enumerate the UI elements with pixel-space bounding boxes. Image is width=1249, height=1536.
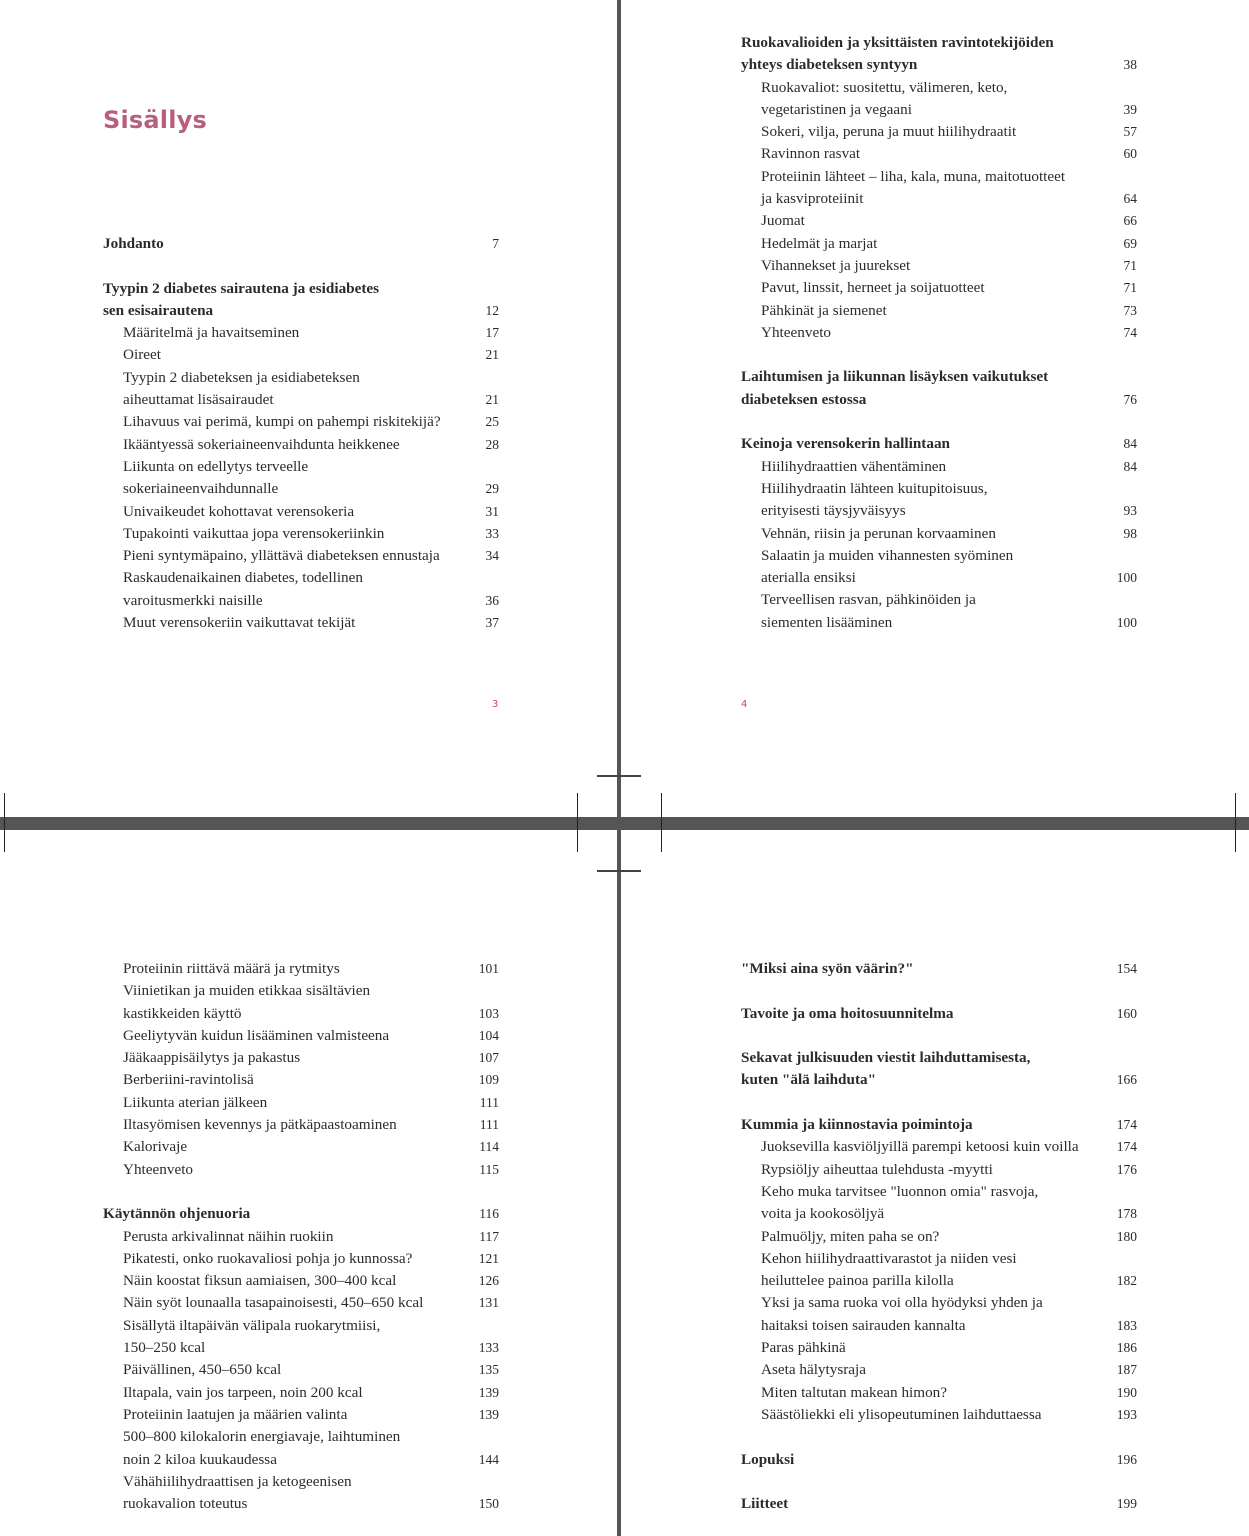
- toc-entry-title: Hedelmät ja marjat: [761, 234, 878, 252]
- toc-entry-title: Juoksevilla kasviöljyillä parempi ketoosi kuin voilla: [761, 1138, 1079, 1156]
- toc-section[interactable]: [103, 980, 499, 1025]
- page-number: 3: [492, 699, 499, 710]
- toc-entry-title: Liitteet: [741, 1495, 789, 1513]
- toc-list: [103, 233, 499, 634]
- crop-mark: [661, 793, 662, 852]
- toc-page-number: 131: [478, 1295, 499, 1311]
- toc-entry-title: Rypsiöljy aiheuttaa tulehdusta -myytti: [761, 1160, 993, 1178]
- page-3: [0, 0, 617, 817]
- toc-page-number: 37: [485, 615, 499, 631]
- toc-page-number: 114: [479, 1139, 499, 1155]
- toc-section[interactable]: [741, 1359, 1137, 1381]
- toc-entry-title: Tyypin 2 diabeteksen ja esidiabeteksen: [123, 368, 360, 386]
- toc-page-number: 71: [1123, 257, 1137, 273]
- toc-section[interactable]: [103, 322, 499, 344]
- toc-entry-title: erityisesti täysjyväisyys: [761, 502, 906, 520]
- toc-page-number: 73: [1123, 302, 1137, 318]
- toc-page-number: 28: [485, 436, 499, 452]
- toc-entry-title: Berberiini-ravintolisä: [123, 1071, 254, 1089]
- toc-page-number: 64: [1123, 191, 1137, 207]
- toc-chapter[interactable]: [741, 1493, 1137, 1515]
- toc-page-number: 190: [1116, 1384, 1137, 1400]
- toc-entry-title: 500–800 kilokalorin energiavaje, laihtuminen: [123, 1428, 401, 1446]
- toc-entry-title: Ruokavalioiden ja yksittäisten ravintotekijöiden: [741, 34, 1054, 51]
- toc-entry-title: Sekavat julkisuuden viestit laihduttamisesta,: [741, 1049, 1031, 1067]
- toc-page-number: 98: [1123, 525, 1137, 541]
- toc-page-number: 36: [485, 592, 499, 608]
- toc-entry-title: Pavut, linssit, herneet ja soijatuotteet: [761, 279, 985, 297]
- toc-page-number: 100: [1116, 614, 1137, 630]
- toc-entry-title: Vihannekset ja juurekset: [761, 256, 911, 274]
- page-title: Sisällys: [103, 106, 207, 135]
- toc-section[interactable]: [103, 958, 499, 980]
- toc-page-number: 111: [479, 1094, 499, 1110]
- toc-entry-title: Proteiinin laatujen ja määrien valinta: [123, 1405, 348, 1423]
- toc-page-number: 182: [1116, 1273, 1137, 1289]
- toc-entry-title: Perusta arkivalinnat näihin ruokiin: [123, 1227, 334, 1245]
- page-4: [621, 0, 1249, 817]
- toc-section[interactable]: [103, 1047, 499, 1069]
- toc-page-number: 93: [1123, 503, 1137, 519]
- toc-entry-title: Keinoja verensokerin hallintaan: [741, 435, 950, 453]
- toc-section[interactable]: [103, 1092, 499, 1114]
- toc-section[interactable]: [103, 1270, 499, 1292]
- toc-entry-title: aiheuttamat lisäsairaudet: [123, 391, 274, 409]
- toc-page-number: 107: [478, 1050, 499, 1066]
- toc-list: [741, 958, 1137, 1515]
- toc-entry-title: Pieni syntymäpaino, yllättävä diabeteksen ennustaja: [123, 547, 440, 565]
- toc-page-number: 103: [478, 1005, 499, 1021]
- toc-chapter[interactable]: [741, 1114, 1137, 1136]
- toc-entry-title: Hiilihydraattien vähentäminen: [761, 457, 947, 475]
- toc-entry-title: varoitusmerkki naisille: [123, 591, 263, 609]
- toc-spacer: [741, 1471, 1137, 1493]
- toc-entry-title: Univaikeudet kohottavat verensokeria: [123, 502, 355, 520]
- toc-page-number: 33: [485, 525, 499, 541]
- page-6: [621, 830, 1249, 1536]
- toc-section[interactable]: [741, 523, 1137, 545]
- toc-entry-title: Säästöliekki eli ylisopeutuminen laihduttaessa: [761, 1405, 1042, 1423]
- toc-section[interactable]: [741, 545, 1137, 590]
- toc-page-number: 187: [1116, 1362, 1137, 1378]
- toc-chapter[interactable]: [741, 958, 1137, 980]
- toc-page-number: 178: [1116, 1206, 1137, 1222]
- toc-entry-title: Kehon hiilihydraattivarastot ja niiden vesi: [761, 1249, 1017, 1267]
- toc-page-number: 117: [479, 1228, 499, 1244]
- toc-section[interactable]: [103, 1226, 499, 1248]
- toc-entry-title: Terveellisen rasvan, pähkinöiden ja: [761, 591, 976, 609]
- toc-section[interactable]: [741, 1404, 1137, 1426]
- toc-page-number: 17: [485, 325, 499, 341]
- toc-list: [741, 32, 1137, 634]
- toc-entry-title: Iltapala, vain jos tarpeen, noin 200 kcal: [123, 1383, 363, 1401]
- toc-entry-title: Käytännön ohjenuoria: [103, 1205, 251, 1223]
- toc-entry-title: Hiilihydraatin lähteen kuitupitoisuus,: [761, 479, 988, 497]
- page-5: [0, 830, 617, 1536]
- toc-section[interactable]: [741, 143, 1137, 165]
- toc-entry-title: Paras pähkinä: [761, 1339, 846, 1357]
- toc-section[interactable]: [741, 277, 1137, 299]
- toc-page-number: 150: [478, 1496, 499, 1512]
- crop-mark: [1235, 793, 1236, 852]
- toc-section[interactable]: [741, 1136, 1137, 1158]
- toc-entry-title: Viinietikan ja muiden etikkaa sisältävien: [123, 982, 371, 1000]
- toc-section[interactable]: [741, 1337, 1137, 1359]
- toc-page-number: 31: [485, 503, 499, 519]
- toc-page-number: 115: [479, 1161, 499, 1177]
- toc-section[interactable]: [741, 1248, 1137, 1293]
- toc-page-number: 166: [1116, 1072, 1137, 1088]
- toc-page-number: 139: [478, 1406, 499, 1422]
- toc-page-number: 133: [478, 1340, 499, 1356]
- toc-spacer: [741, 1025, 1137, 1047]
- toc-section[interactable]: [103, 411, 499, 433]
- toc-chapter[interactable]: [741, 1449, 1137, 1471]
- toc-section[interactable]: [103, 1292, 499, 1314]
- toc-section[interactable]: [103, 545, 499, 567]
- toc-page-number: 183: [1116, 1317, 1137, 1333]
- toc-page-number: 193: [1116, 1406, 1137, 1422]
- toc-entry-title: Geeliytyvän kuidun lisääminen valmisteena: [123, 1026, 390, 1044]
- toc-page-number: 196: [1116, 1451, 1137, 1467]
- toc-entry-title: Aseta hälytysraja: [761, 1361, 867, 1379]
- toc-section[interactable]: [103, 523, 499, 545]
- toc-entry-title: Jääkaappisäilytys ja pakastus: [123, 1049, 301, 1067]
- toc-section[interactable]: [741, 233, 1137, 255]
- toc-chapter[interactable]: [741, 366, 1137, 411]
- toc-entry-title: Tyypin 2 diabetes sairautena ja esidiabetes: [103, 279, 380, 297]
- toc-section[interactable]: [103, 1069, 499, 1091]
- crop-mark: [4, 793, 5, 852]
- page-number: 4: [741, 699, 748, 710]
- toc-entry-title: "Miksi aina syön väärin?": [741, 960, 914, 977]
- toc-page-number: 126: [478, 1273, 499, 1289]
- toc-entry-title: Miten taltutan makean himon?: [761, 1383, 947, 1401]
- toc-section[interactable]: [103, 367, 499, 412]
- toc-page-number: 66: [1123, 213, 1137, 229]
- toc-entry-title: Ruokavaliot: suositettu, välimeren, keto,: [761, 78, 1008, 96]
- toc-entry-title: Iltasyömisen kevennys ja pätkäpaastoaminen: [123, 1116, 397, 1134]
- toc-entry-title: Vähähiilihydraattisen ja ketogeenisen: [123, 1472, 352, 1490]
- toc-entry-title: Vehnän, riisin ja perunan korvaaminen: [761, 524, 996, 542]
- toc-entry-title: Päivällinen, 450–650 kcal: [123, 1361, 282, 1379]
- crop-mark: [597, 870, 641, 872]
- toc-chapter[interactable]: [103, 1203, 499, 1225]
- toc-section[interactable]: [103, 456, 499, 501]
- toc-spacer: [741, 1092, 1137, 1114]
- toc-entry-title: Näin koostat fiksun aamiaisen, 300–400 kcal: [123, 1272, 397, 1290]
- toc-section[interactable]: [741, 210, 1137, 232]
- toc-entry-title: Yhteenveto: [123, 1160, 194, 1178]
- toc-page-number: 144: [478, 1451, 499, 1467]
- toc-entry-title: Yhteenveto: [761, 323, 832, 341]
- toc-page-number: 84: [1123, 458, 1137, 474]
- toc-section[interactable]: [741, 121, 1137, 143]
- toc-entry-title: Lopuksi: [741, 1450, 795, 1468]
- toc-page-number: 57: [1123, 124, 1137, 140]
- toc-page-number: 7: [492, 236, 499, 251]
- toc-section[interactable]: [741, 1382, 1137, 1404]
- toc-chapter[interactable]: [741, 433, 1137, 455]
- toc-page-number: 84: [1123, 436, 1137, 452]
- toc-page-number: 104: [478, 1027, 499, 1043]
- toc-section[interactable]: [741, 77, 1137, 122]
- crop-mark: [597, 775, 641, 777]
- toc-entry-title: Pähkinät ja siemenet: [761, 301, 887, 319]
- toc-entry-title: Määritelmä ja havaitseminen: [123, 324, 300, 342]
- toc-section[interactable]: [103, 501, 499, 523]
- toc-entry-title: diabeteksen estossa: [741, 390, 867, 408]
- toc-entry-title: Liikunta on edellytys terveelle: [123, 457, 309, 475]
- toc-page-number: 12: [485, 302, 499, 318]
- toc-spacer: [741, 980, 1137, 1002]
- toc-section[interactable]: [741, 322, 1137, 344]
- toc-page-number: 34: [485, 548, 499, 564]
- toc-entry-title: Kummia ja kiinnostavia poimintoja: [741, 1116, 973, 1134]
- toc-page-number: 101: [478, 961, 499, 976]
- toc-section[interactable]: [103, 1025, 499, 1047]
- toc-page-number: 111: [479, 1117, 499, 1133]
- toc-page-number: 199: [1116, 1496, 1137, 1512]
- toc-section[interactable]: [741, 456, 1137, 478]
- toc-entry-title: Ravinnon rasvat: [761, 145, 861, 163]
- toc-spacer: [741, 411, 1137, 433]
- toc-entry-title: Sokeri, vilja, peruna ja muut hiilihydraatit: [761, 123, 1017, 141]
- toc-page-number: 100: [1116, 570, 1137, 586]
- toc-entry-title: heiluttelee painoa parilla kilolla: [761, 1272, 954, 1290]
- toc-entry-title: noin 2 kiloa kuukaudessa: [123, 1450, 277, 1468]
- toc-page-number: 38: [1123, 57, 1137, 73]
- toc-page-number: 71: [1123, 280, 1137, 296]
- toc-entry-title: Juomat: [761, 212, 805, 230]
- spread-vertical-divider: [617, 0, 621, 1536]
- toc-entry-title: Liikunta aterian jälkeen: [123, 1093, 268, 1111]
- toc-entry-title: ja kasviproteiinit: [761, 190, 864, 208]
- spread-horizontal-divider: [0, 817, 1249, 830]
- toc-entry-title: vegetaristinen ja vegaani: [761, 100, 912, 118]
- toc-page-number: 186: [1116, 1340, 1137, 1356]
- toc-section[interactable]: [103, 1426, 499, 1471]
- toc-page-number: 154: [1116, 961, 1137, 976]
- toc-section[interactable]: [741, 478, 1137, 523]
- toc-entry-title: Johdanto: [103, 235, 164, 252]
- toc-section[interactable]: [103, 1315, 499, 1360]
- toc-page-number: 160: [1116, 1005, 1137, 1021]
- toc-entry-title: ruokavalion toteutus: [123, 1495, 248, 1513]
- toc-chapter[interactable]: [741, 32, 1137, 77]
- toc-page-number: 121: [478, 1250, 499, 1266]
- toc-spacer: [103, 1181, 499, 1203]
- toc-page-number: 174: [1116, 1139, 1137, 1155]
- toc-section[interactable]: [741, 1292, 1137, 1337]
- toc-section[interactable]: [741, 166, 1137, 211]
- toc-section[interactable]: [103, 1359, 499, 1381]
- toc-page-number: 139: [478, 1384, 499, 1400]
- toc-entry-title: haitaksi toisen sairauden kannalta: [761, 1316, 966, 1334]
- toc-page-number: 21: [485, 347, 499, 363]
- toc-entry-title: voita ja kookosöljyä: [761, 1205, 885, 1223]
- toc-entry-title: Sisällytä iltapäivän välipala ruokarytmiisi,: [123, 1316, 381, 1334]
- toc-entry-title: Yksi ja sama ruoka voi olla hyödyksi yhden ja: [761, 1294, 1043, 1312]
- toc-section[interactable]: [103, 344, 499, 366]
- toc-page-number: 74: [1123, 324, 1137, 340]
- toc-section[interactable]: [741, 300, 1137, 322]
- toc-page-number: 180: [1116, 1228, 1137, 1244]
- toc-section[interactable]: [103, 612, 499, 634]
- toc-entry-title: Kalorivaje: [123, 1138, 188, 1156]
- toc-page-number: 21: [485, 392, 499, 408]
- toc-section[interactable]: [103, 1114, 499, 1136]
- toc-page-number: 25: [485, 414, 499, 430]
- toc-page-number: 135: [478, 1362, 499, 1378]
- toc-entry-title: Näin syöt lounaalla tasapainoisesti, 450–650 kcal: [123, 1294, 424, 1312]
- toc-entry-title: Pikatesti, onko ruokavaliosi pohja jo kunnossa?: [123, 1249, 413, 1267]
- toc-entry-title: aterialla ensiksi: [761, 569, 856, 587]
- toc-chapter[interactable]: [103, 278, 499, 323]
- toc-entry-title: Muut verensokeriin vaikuttavat tekijät: [123, 614, 356, 632]
- toc-page-number: 69: [1123, 235, 1137, 251]
- toc-section[interactable]: [741, 1226, 1137, 1248]
- toc-chapter[interactable]: [741, 1047, 1137, 1092]
- toc-chapter[interactable]: [741, 1003, 1137, 1025]
- toc-chapter[interactable]: [103, 233, 499, 255]
- toc-section[interactable]: [103, 567, 499, 612]
- toc-entry-title: siementen lisääminen: [761, 613, 893, 631]
- toc-section[interactable]: [103, 1136, 499, 1158]
- toc-section[interactable]: [103, 1471, 499, 1516]
- toc-page-number: 174: [1116, 1117, 1137, 1133]
- toc-page-number: 39: [1123, 101, 1137, 117]
- toc-section[interactable]: [741, 1181, 1137, 1226]
- toc-entry-title: 150–250 kcal: [123, 1339, 206, 1357]
- toc-page-number: 76: [1123, 391, 1137, 407]
- toc-page-number: 109: [478, 1072, 499, 1088]
- toc-entry-title: Proteiinin lähteet – liha, kala, muna, maitotuotteet: [761, 167, 1066, 185]
- toc-entry-title: sokeriaineenvaihdunnalle: [123, 480, 279, 498]
- toc-spacer: [103, 255, 499, 277]
- toc-entry-title: Lihavuus vai perimä, kumpi on pahempi riskitekijä?: [123, 413, 441, 431]
- toc-entry-title: Palmuöljy, miten paha se on?: [761, 1227, 940, 1245]
- toc-entry-title: Salaatin ja muiden vihannesten syöminen: [761, 546, 1014, 564]
- toc-list: [103, 958, 499, 1515]
- toc-spacer: [741, 1426, 1137, 1448]
- toc-page-number: 176: [1116, 1161, 1137, 1177]
- toc-section[interactable]: [741, 589, 1137, 634]
- toc-entry-title: kuten "älä laihduta": [741, 1071, 877, 1089]
- toc-section[interactable]: [741, 255, 1137, 277]
- toc-section[interactable]: [103, 1248, 499, 1270]
- toc-entry-title: Ikääntyessä sokeriaineenvaihdunta heikkenee: [123, 435, 400, 453]
- toc-entry-title: Laihtumisen ja liikunnan lisäyksen vaikutukset: [741, 368, 1049, 386]
- toc-page-number: 116: [479, 1206, 499, 1222]
- toc-section[interactable]: [103, 434, 499, 456]
- toc-section[interactable]: [103, 1159, 499, 1181]
- toc-section[interactable]: [103, 1382, 499, 1404]
- toc-spacer: [741, 344, 1137, 366]
- toc-entry-title: yhteys diabeteksen syntyyn: [741, 56, 918, 74]
- toc-entry-title: Tavoite ja oma hoitosuunnitelma: [741, 1004, 954, 1022]
- toc-entry-title: Proteiinin riittävä määrä ja rytmitys: [123, 960, 340, 977]
- toc-page-number: 60: [1123, 146, 1137, 162]
- toc-entry-title: kastikkeiden käyttö: [123, 1004, 242, 1022]
- toc-entry-title: sen esisairautena: [103, 301, 214, 319]
- crop-mark: [577, 793, 578, 852]
- toc-entry-title: Tupakointi vaikuttaa jopa verensokeriinkin: [123, 524, 385, 542]
- toc-section[interactable]: [103, 1404, 499, 1426]
- toc-entry-title: Keho muka tarvitsee "luonnon omia" rasvoja,: [761, 1182, 1039, 1200]
- toc-page-number: 29: [485, 481, 499, 497]
- toc-entry-title: Raskaudenaikainen diabetes, todellinen: [123, 569, 363, 587]
- toc-entry-title: Oireet: [123, 346, 161, 364]
- toc-section[interactable]: [741, 1159, 1137, 1181]
